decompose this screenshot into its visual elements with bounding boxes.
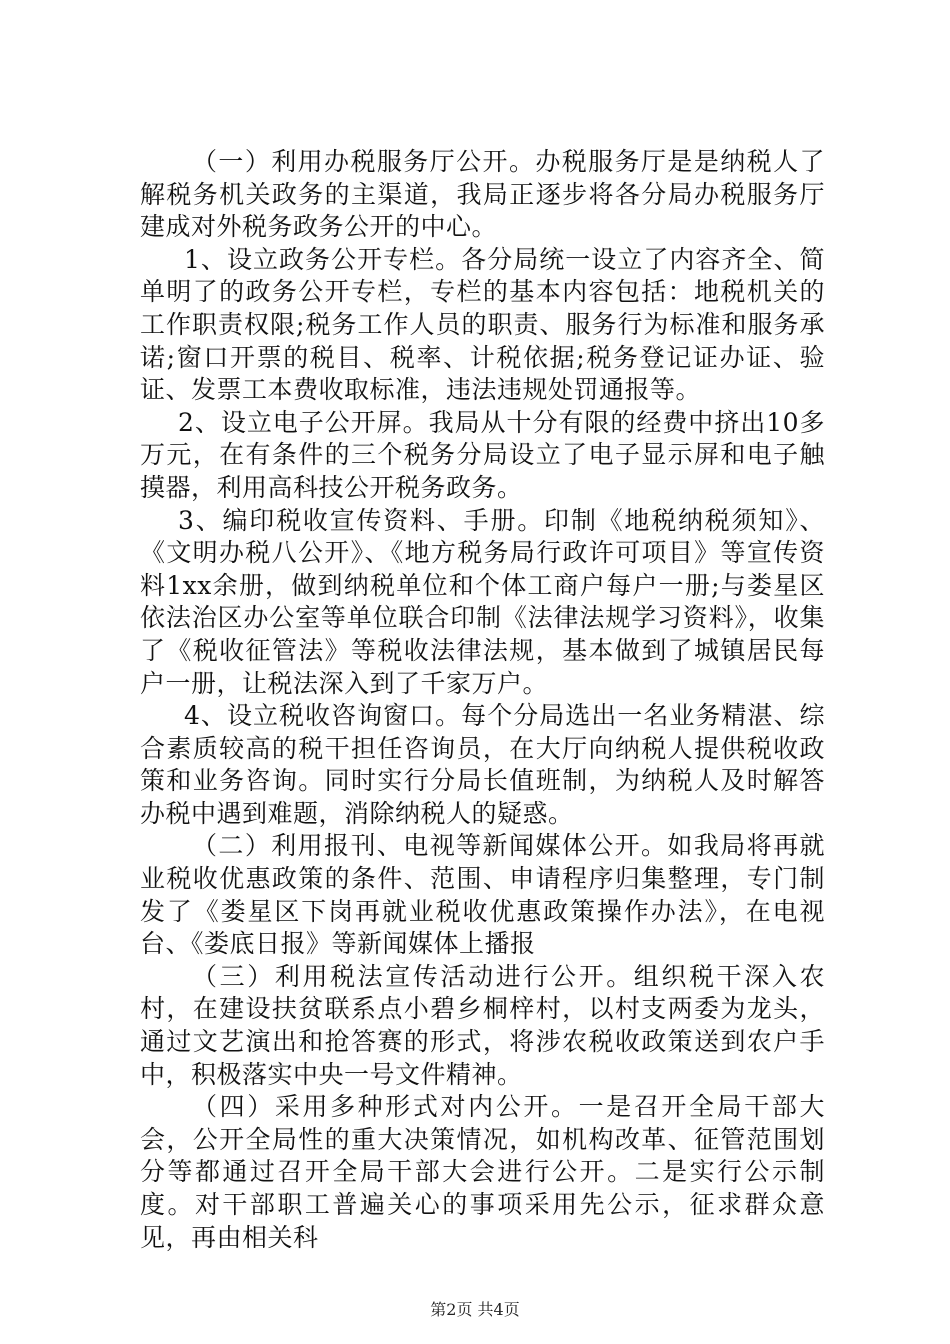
paragraph-4: 3、编印税收宣传资料、手册。印制《地税纳税须知》、《文明办税八公开》、《地方税务局行政许可项目》等宣传资料1xx余册，做到纳税单位和个体工商户每户一册;与娄星区依法治区办公室等单位联合印制《法律法规学习资料》，收集了《税收征管法》等税收法律法规，基本做到了城镇居民每户一册，让税法深入到了千家万户。 bbox=[140, 505, 825, 698]
paragraph-6: （二）利用报刊、电视等新闻媒体公开。如我局将再就业税收优惠政策的条件、范围、申请程序归集整理，专门制发了《娄星区下岗再就业税收优惠政策操作办法》，在电视台、《娄底日报》等新闻媒体上播报 bbox=[140, 831, 825, 959]
page-footer: 第2页 共4页 bbox=[430, 1300, 520, 1319]
paragraph-2: 1、设立政务公开专栏。各分局统一设立了内容齐全、简单明了的政务公开专栏，专栏的基本内容包括：地税机关的工作职责权限;税务工作人员的职责、服务行为标准和服务承诺;窗口开票的税目、税率、计税依据;税务登记证办证、验证、发票工本费收取标准，违法违规处罚通报等。 bbox=[140, 244, 825, 405]
paragraph-3: 2、设立电子公开屏。我局从十分有限的经费中挤出10多万元，在有条件的三个税务分局设立了电子显示屏和电子触摸器，利用高科技公开税务政务。 bbox=[140, 407, 825, 502]
paragraph-7: （三）利用税法宣传活动进行公开。组织税干深入农村，在建设扶贫联系点小碧乡桐梓村，以村支两委为龙头，通过文艺演出和抢答赛的形式，将涉农税收政策送到农户手中，积极落实中央一号文件精神。 bbox=[140, 961, 825, 1089]
paragraph-5: 4、设立税收咨询窗口。每个分局选出一名业务精湛、综合素质较高的税干担任咨询员，在大厅向纳税人提供税收政策和业务咨询。同时实行分局长值班制，为纳税人及时解答办税中遇到难题，消除纳税人的疑惑。 bbox=[140, 701, 825, 828]
paragraph-1: （一）利用办税服务厅公开。办税服务厅是是纳税人了解税务机关政务的主渠道，我局正逐步将各分局办税服务厅建成对外税务政务公开的中心。 bbox=[140, 147, 825, 242]
document-body bbox=[140, 146, 825, 1254]
paragraph-8: （四）采用多种形式对内公开。一是召开全局干部大会，公开全局性的重大决策情况，如机构改革、征管范围划分等都通过召开全局干部大会进行公开。二是实行公示制度。对干部职工普遍关心的事项采用先公示，征求群众意见，再由相关科 bbox=[140, 1092, 825, 1252]
